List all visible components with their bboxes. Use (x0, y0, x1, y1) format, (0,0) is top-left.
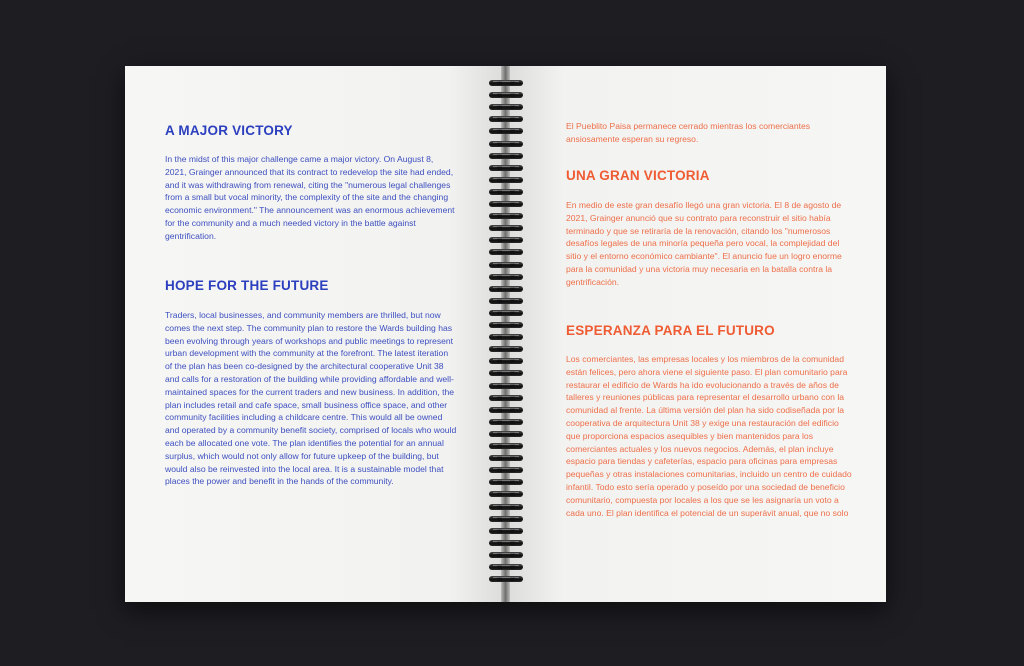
spiral-ring (487, 370, 525, 376)
spiral-ring (487, 153, 525, 159)
spiral-ring (487, 310, 525, 316)
spiral-ring (487, 407, 525, 413)
spiral-ring (487, 177, 525, 183)
right-paragraph-esperanza: Los comerciantes, las empresas locales y los miembros de la comunidad están felices, pero ahora viene el siguiente paso. El plan comunitario para restaurar el edificio de Wards ha ido evolucionando a través de años de talleres y reuniones públicas para representar el desarrollo urbano con la comunidad al frente. La última versión del plan ha sido codiseñada por la cooperativa de arquitectura Unit 38 y exige una restauración del edificio que proporciona espacios asequibles y bien mantenidos para los comerciantes actuales y los nuevos negocios. Además, el plan incluye espacio para tiendas y cafeterías, espacio para oficinas para empresas pequeñas y otras instalaciones comunitarias, incluido un centro de cuidado infantil. Todo esto sería operado y poseído por una sociedad de beneficio comunitario, compuesta por locales a los que se les asignaría un voto a cada uno. El plan identifica el potencial de un superávit anual, que no solo (566, 354, 852, 518)
spiral-ring (487, 395, 525, 401)
spiral-ring (487, 165, 525, 171)
left-paragraph-major-victory: In the midst of this major challenge came a major victory. On August 8, 2021, Grainger announced that its contract to redevelop the site had ended, and it was withdrawing from renewal, citing the "numerous legal challenges from a small but vocal minority, the complexity of the site and the changing economic environment." The announcement was an enormous achievement for the community and a much needed victory in the battle against gentrification. (165, 154, 455, 241)
spiral-ring (487, 334, 525, 340)
spiral-ring (487, 104, 525, 110)
spiral-ring (487, 431, 525, 437)
spiral-ring (487, 116, 525, 122)
spiral-ring (487, 128, 525, 134)
spiral-ring (487, 552, 525, 558)
spiral-ring (487, 322, 525, 328)
spiral-ring (487, 540, 525, 546)
left-heading-hope-future: HOPE FOR THE FUTURE (165, 278, 329, 293)
spiral-ring (487, 358, 525, 364)
left-page (125, 66, 505, 602)
spiral-ring (487, 141, 525, 147)
spiral-ring (487, 455, 525, 461)
left-heading-major-victory: A MAJOR VICTORY (165, 123, 293, 138)
spiral-ring (487, 479, 525, 485)
spiral-ring (487, 201, 525, 207)
spiral-ring (487, 467, 525, 473)
right-page (506, 66, 886, 602)
spiral-ring (487, 286, 525, 292)
spiral-ring (487, 249, 525, 255)
spiral-ring (487, 419, 525, 425)
spiral-ring (487, 262, 525, 268)
spiral-ring (487, 189, 525, 195)
spiral-ring (487, 443, 525, 449)
spiral-notebook (125, 66, 886, 602)
spiral-ring (487, 383, 525, 389)
spiral-ring (487, 237, 525, 243)
right-heading-gran-victoria: UNA GRAN VICTORIA (566, 168, 710, 183)
spiral-ring (487, 576, 525, 582)
left-paragraph-hope-future: Traders, local businesses, and community members are thrilled, but now comes the next step. The community plan to restore the Wards building has been evolving through years of workshops and public meetings to represent urban development with the community at the forefront. The latest iteration of the plan has been co-designed by the architectural cooperative Unit 38 and calls for a restoration of the building while providing affordable and well-maintained spaces for the current traders and new business. In addition, the plan includes retail and cafe space, small business office space, and other community facilities including a childcare centre. This would all be owned and operated by a community benefit society, comprised of locals who would each be allocated one vote. The plan identifies the potential for an annual surplus, which would not only allow for future upkeep of the building, but would also be reinvested into the local area. It is a sustainable model that places the power and benefit in the hands of the community. (165, 310, 457, 487)
spiral-ring (487, 274, 525, 280)
right-paragraph-gran-victoria: En medio de este gran desafío llegó una gran victoria. El 8 de agosto de 2021, Grainger anunció que su contrato para reconstruir el sitio había terminado y que se retiraría de la renovación, citando los "numerosos desafíos legales de una minoría pequeña pero vocal, la complejidad del sitio y el entorno económico cambiante". El anuncio fue un logro enorme para la comunidad y una victoria muy necesaria en la batalla contra la gentrificación. (566, 200, 842, 287)
spiral-ring (487, 80, 525, 86)
spiral-ring (487, 504, 525, 510)
spiral-ring (487, 564, 525, 570)
spiral-ring (487, 528, 525, 534)
right-intro-paragraph: El Pueblito Paisa permanece cerrado mientras los comerciantes ansiosamente esperan su regreso. (566, 121, 811, 144)
spiral-binding (487, 80, 525, 590)
spiral-ring (487, 491, 525, 497)
right-heading-esperanza: ESPERANZA PARA EL FUTURO (566, 323, 775, 338)
spiral-ring (487, 225, 525, 231)
spiral-ring (487, 92, 525, 98)
spiral-ring (487, 298, 525, 304)
spiral-ring (487, 213, 525, 219)
spiral-ring (487, 346, 525, 352)
spiral-ring (487, 516, 525, 522)
